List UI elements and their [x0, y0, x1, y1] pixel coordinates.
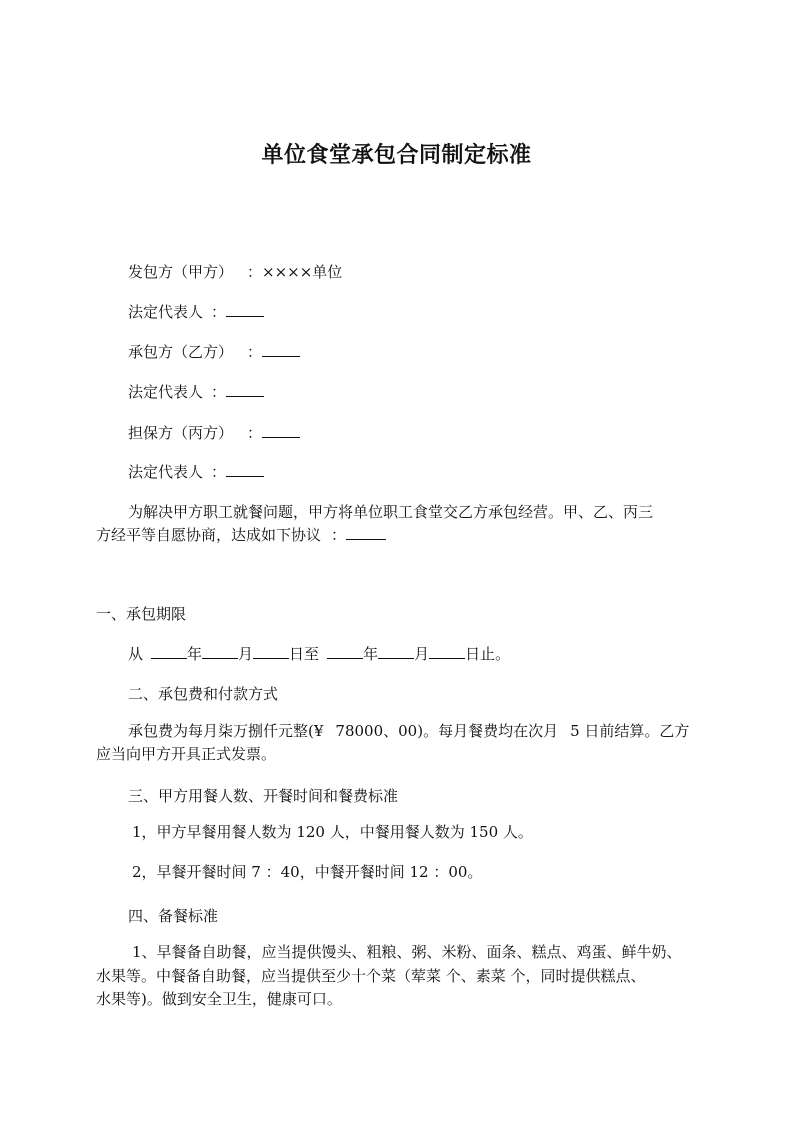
employer-rep-blank [226, 302, 264, 317]
section3-heading: 三、甲方用餐人数、开餐时间和餐费标准 [128, 787, 399, 805]
fee-line-1c: 5 日前结算。乙方 [570, 722, 690, 740]
intro-sep: ： [331, 526, 347, 544]
fee-line-1 [128, 721, 689, 741]
guarantor-rep-sep: ： [211, 463, 227, 481]
term-line [128, 644, 510, 664]
term-month-2: 月 [414, 645, 430, 663]
section2-heading: 二、承包费和付款方式 [128, 685, 279, 703]
employer-rep-line [128, 302, 264, 322]
guarantor-rep-line [128, 462, 264, 482]
fee-line-1a: 承包费为每月柒万捌仟元整(¥ [128, 722, 324, 740]
term-year-2: 年 [363, 645, 379, 663]
contractor-rep-label: 法定代表人 [128, 383, 204, 401]
guarantor-rep-label: 法定代表人 [128, 463, 204, 481]
term-month-1: 月 [238, 645, 254, 663]
employer-label: 发包方（甲方） [128, 263, 234, 281]
guarantor-label: 担保方（丙方） [128, 424, 234, 442]
guarantor-blank [262, 423, 300, 438]
contractor-sep: ： [247, 343, 263, 361]
contractor-rep-sep: ： [211, 383, 227, 401]
guarantor-line [128, 423, 300, 443]
fee-line-2: 应当向甲方开具正式发票。 [96, 745, 277, 763]
contractor-rep-blank [226, 382, 264, 397]
term-day-to: 日至 [289, 645, 320, 663]
term-year-1: 年 [187, 645, 203, 663]
term-from: 从 [128, 645, 144, 663]
intro-line-2-text: 方经平等自愿协商，达成如下协议 [96, 526, 322, 544]
section4-line-1: 1、早餐备自助餐，应当提供馒头、粗粮、粥、米粉、面条、糕点、鸡蛋、鲜牛奶、 [132, 943, 682, 961]
fee-line-1b: 78000、00)。每月餐费均在次月 [335, 722, 559, 740]
guarantor-rep-blank [226, 462, 264, 477]
end-year-blank [327, 644, 363, 659]
employer-value: ××××单位 [262, 263, 343, 281]
contractor-blank [262, 342, 300, 357]
section4-line-2: 水果等。中餐备自助餐，应当提供至少十个菜（荤菜 个、素菜 个，同时提供糕点、 [96, 967, 646, 985]
intro-blank [346, 525, 386, 540]
end-month-blank [378, 644, 414, 659]
document-title: 单位食堂承包合同制定标准 [261, 143, 532, 168]
guarantor-sep: ： [247, 424, 263, 442]
start-month-blank [202, 644, 238, 659]
start-day-blank [253, 644, 289, 659]
section3-item-1: 1，甲方早餐用餐人数为 120 人，中餐用餐人数为 150 人。 [132, 823, 533, 841]
section4-line-3: 水果等)。做到安全卫生，健康可口。 [96, 990, 342, 1008]
contractor-rep-line [128, 382, 264, 402]
employer-sep: ： [247, 263, 263, 281]
contractor-line [128, 342, 300, 362]
employer-line [128, 262, 342, 282]
employer-rep-sep: ： [211, 303, 227, 321]
intro-line-1: 为解决甲方职工就餐问题，甲方将单位职工食堂交乙方承包经营。甲、乙、丙三 [128, 503, 654, 521]
section3-item-2: 2，早餐开餐时间 7 ：40，中餐开餐时间 12 ：00。 [132, 863, 483, 881]
term-day-end: 日止。 [465, 645, 511, 663]
intro-line-2 [96, 525, 386, 545]
employer-rep-label: 法定代表人 [128, 303, 204, 321]
end-day-blank [429, 644, 465, 659]
contractor-label: 承包方（乙方） [128, 343, 234, 361]
start-year-blank [151, 644, 187, 659]
section4-heading: 四、备餐标准 [128, 907, 219, 925]
section1-heading: 一、承包期限 [96, 605, 187, 623]
